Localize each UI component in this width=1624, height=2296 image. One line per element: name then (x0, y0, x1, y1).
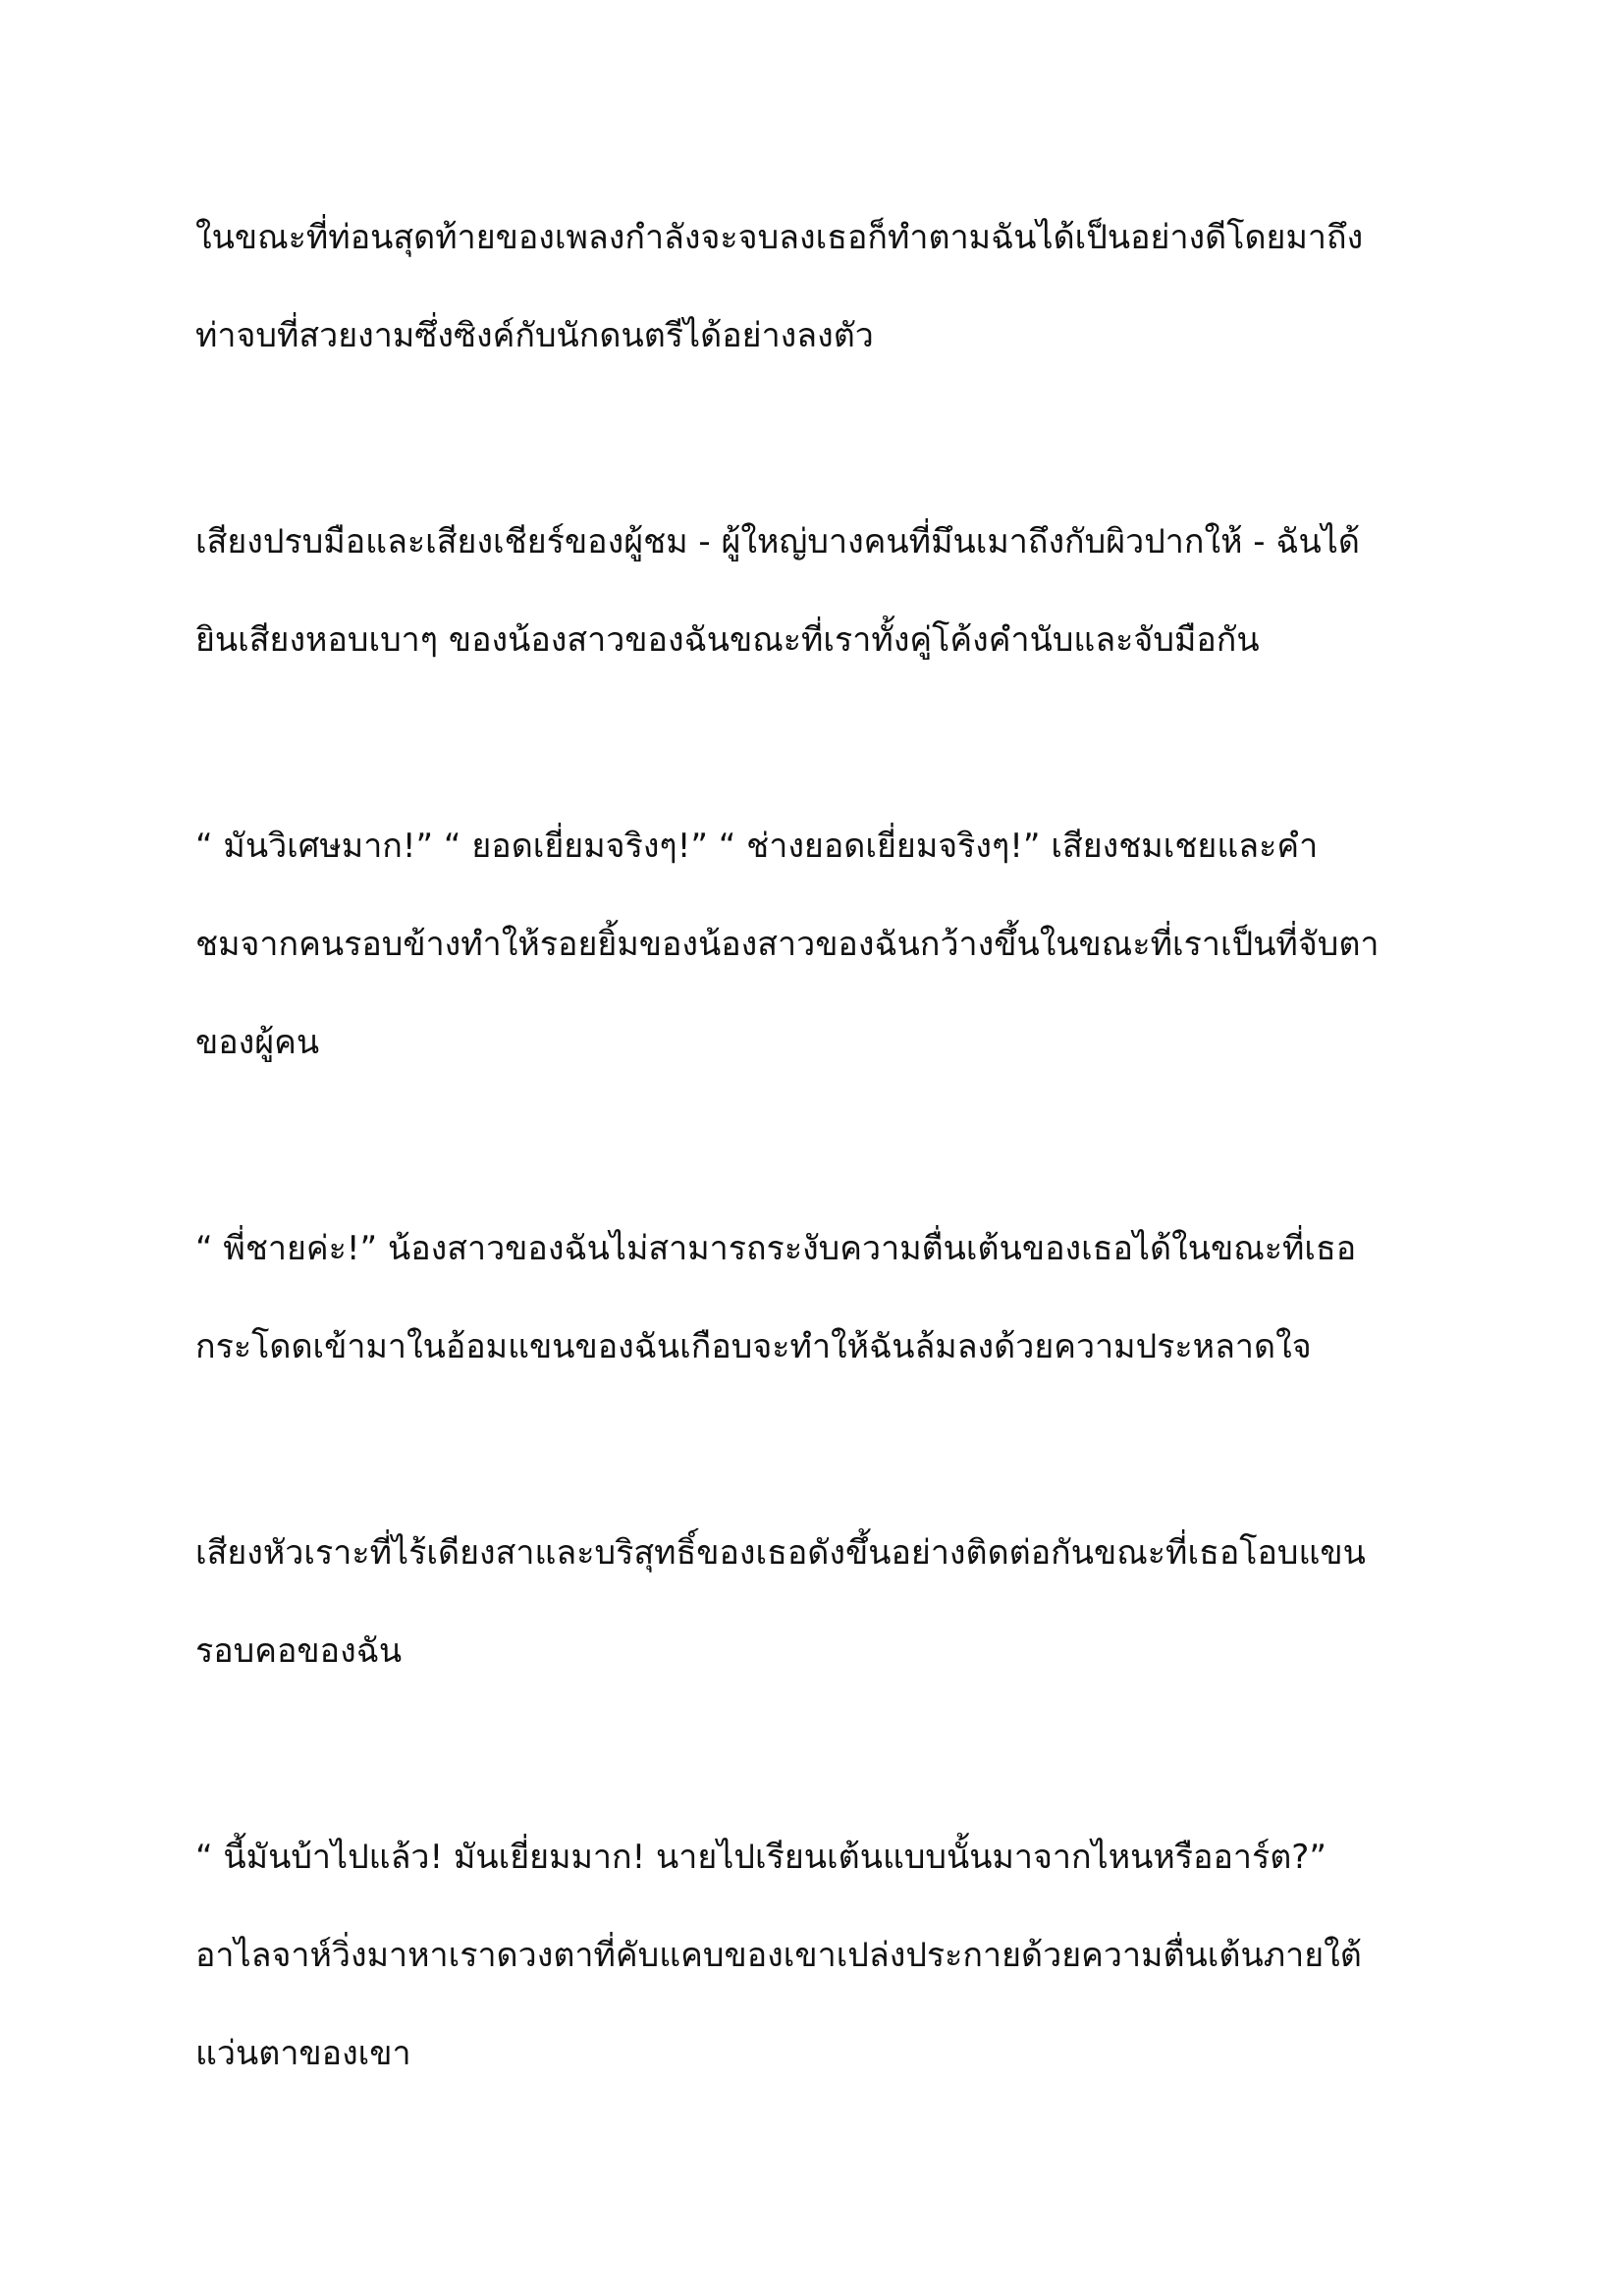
paragraph-line: ท่าจบที่สวยงามซึ่งซิงค์กับนักดนตรีได้อย่างลงตัว (195, 316, 874, 355)
paragraph-1 (195, 188, 1433, 385)
paragraph-line: อาไลจาห์วิ่งมาหาเราดวงตาที่คับแคบของเขาเปล่งประกายด้วยความตื่นเต้นภายใต้ (195, 1936, 1362, 1975)
paragraph-line: กระโดดเข้ามาในอ้อมแขนของฉันเกือบจะทำให้ฉันล้มลงด้วยความประหลาดใจ (195, 1327, 1312, 1366)
paragraph-line: ของผู้คน (195, 1023, 320, 1062)
paragraph-2 (195, 493, 1433, 689)
paragraph-line: เสียงปรบมือและเสียงเชียร์ของผู้ชม - ผู้ใหญ่บางคนที่มึนเมาถึงกับผิวปากให้ - ฉันได้ (195, 522, 1360, 561)
paragraph-5 (195, 1504, 1433, 1700)
paragraph-3 (195, 797, 1433, 1092)
paragraph-line: แว่นตาของเขา (195, 2034, 411, 2073)
paragraph-line: “ นี้มันบ้าไปแล้ว! มันเยี่ยมมาก! นายไปเรียนเต้นแบบนั้นมาจากไหนหรืออาร์ต?” (195, 1838, 1326, 1877)
paragraph-line: ชมจากคนรอบข้างทำให้รอยยิ้มของน้องสาวของฉันกว้างขึ้นในขณะที่เราเป็นที่จับตา (195, 925, 1380, 964)
paragraph-line: ในขณะที่ท่อนสุดท้ายของเพลงกำลังจะจบลงเธอก็ทำตามฉันได้เป็นอย่างดีโดยมาถึง (195, 218, 1364, 257)
paragraph-line: “ มันวิเศษมาก!” “ ยอดเยี่ยมจริงๆ!” “ ช่างยอดเยี่ยมจริงๆ!” เสียงชมเชยและคำ (195, 827, 1319, 866)
paragraph-6 (195, 1808, 1433, 2103)
paragraph-line: “ พี่ชายค่ะ!” น้องสาวของฉันไม่สามารถระงับความตื่นเต้นของเธอได้ในขณะที่เธอ (195, 1229, 1357, 1268)
paragraph-line: รอบคอของฉัน (195, 1631, 403, 1671)
paragraph-4 (195, 1200, 1433, 1396)
paragraph-line: เสียงหัวเราะที่ไร้เดียงสาและบริสุทธิ์ของเธอดังขึ้นอย่างติดต่อกันขณะที่เธอโอบแขน (195, 1533, 1366, 1573)
paragraph-line: ยินเสียงหอบเบาๆ ของน้องสาวของฉันขณะที่เราทั้งคู่โค้งคำนับและจับมือกัน (195, 620, 1260, 660)
